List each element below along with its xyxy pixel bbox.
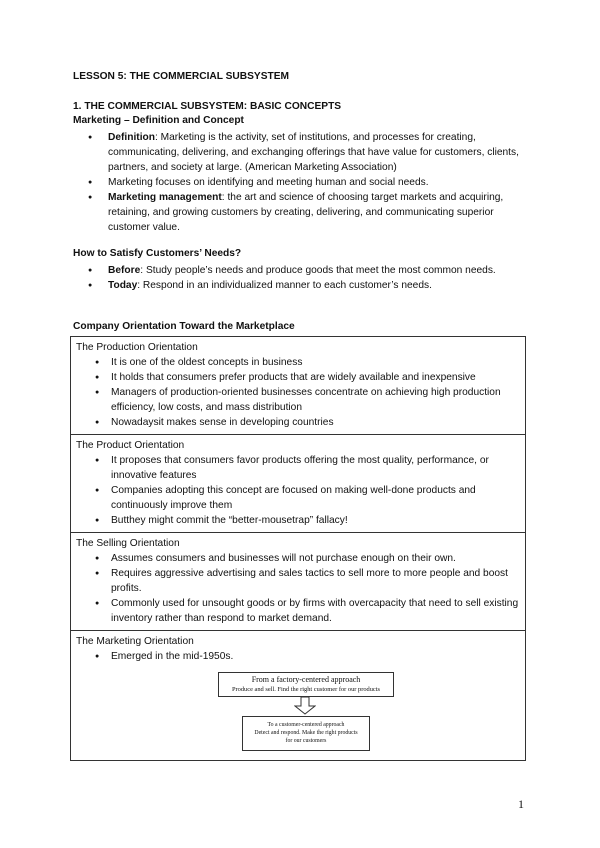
section-title: 1. THE COMMERCIAL SUBSYSTEM: BASIC CONCEPTS <box>73 101 342 112</box>
from-text: Produce and sell. Find the right customer for our products <box>231 686 381 693</box>
list-item <box>73 278 525 293</box>
table-row <box>71 533 526 631</box>
orientation-table <box>70 336 526 761</box>
definition-list <box>73 130 525 235</box>
list-item: ● It holds that consumers prefer products that are widely available and inexpensive <box>76 370 520 385</box>
orientation-diagram <box>76 664 520 756</box>
down-arrow-icon <box>294 697 316 715</box>
factory-approach-box <box>218 672 394 697</box>
term: Definition <box>108 132 155 143</box>
list-item: ● It proposes that consumers favor products offering the most quality, performance, or innovative features <box>76 453 520 483</box>
list-item: ● Companies adopting this concept are focused on making well-done products and continuously improve them <box>76 483 520 513</box>
list-item: ● Commonly used for unsought goods or by firms with overcapacity that need to sell existing inventory rather than respond to market demand. <box>76 596 520 626</box>
row-title: The Selling Orientation <box>76 538 180 549</box>
table-cell <box>71 435 526 533</box>
row-title: The Marketing Orientation <box>76 636 194 647</box>
to-line-3: for our customers <box>285 738 327 744</box>
table-row <box>71 435 526 533</box>
list-item <box>73 175 525 190</box>
item-text: Marketing focuses on identifying and meeting human and social needs. <box>108 177 429 188</box>
table-cell <box>71 337 526 435</box>
needs-list <box>73 263 525 293</box>
row-list <box>76 649 520 664</box>
table-cell <box>71 533 526 631</box>
term: Today <box>108 280 138 291</box>
to-line-2: Detect and respond. Make the right products <box>254 730 358 736</box>
row-list <box>76 453 520 528</box>
list-item: ● Butthey might commit the “better-mousetrap” fallacy! <box>76 513 520 528</box>
lesson-title: LESSON 5: THE COMMERCIAL SUBSYSTEM <box>73 71 290 82</box>
row-title: The Product Orientation <box>76 440 185 451</box>
term: Marketing management <box>108 192 222 203</box>
row-list <box>76 551 520 626</box>
item-text: : the art and science of choosing target markets and acquiring, retaining, and growing customers by creating, delivering, and communicating superior customer value. <box>108 192 504 233</box>
list-item: ● Nowadaysit makes sense in developing countries <box>76 415 520 430</box>
term: Before <box>108 265 141 276</box>
customer-approach-box <box>242 716 370 751</box>
page-number: 1 <box>518 797 524 811</box>
needs-heading: How to Satisfy Customers’ Needs? <box>73 248 242 259</box>
list-item: ● Emerged in the mid-1950s. <box>76 649 520 664</box>
item-text: : Marketing is the activity, set of institutions, and processes for creating, communicating, delivering, and exchanging offerings that have value for customers, clients, partners, and society at large. (American Marketing Association) <box>108 132 519 173</box>
list-item: ● Requires aggressive advertising and sales tactics to sell more to more people and boost profits. <box>76 566 520 596</box>
list-item: ● Assumes consumers and businesses will not purchase enough on their own. <box>76 551 520 566</box>
row-list <box>76 355 520 430</box>
item-text: : Respond in an individualized manner to each customer’s needs. <box>137 280 432 291</box>
row-title: The Production Orientation <box>76 342 198 353</box>
table-cell <box>71 631 526 761</box>
table-row <box>71 631 526 761</box>
list-item: ● Managers of production-oriented businesses concentrate on achieving high production efficiency, low costs, and mass distribution <box>76 385 520 415</box>
list-item: ● It is one of the oldest concepts in business <box>76 355 520 370</box>
table-row <box>71 337 526 435</box>
list-item <box>73 190 525 235</box>
item-text: : Study people’s needs and produce goods that meet the most common needs. <box>140 265 496 276</box>
orientation-heading: Company Orientation Toward the Marketplace <box>73 321 295 332</box>
to-line-1: To a customer-centered approach <box>267 722 345 728</box>
list-item <box>73 130 525 175</box>
section-subtitle: Marketing – Definition and Concept <box>73 115 244 126</box>
from-title: From a factory-centered approach <box>251 675 361 684</box>
list-item <box>73 263 525 278</box>
